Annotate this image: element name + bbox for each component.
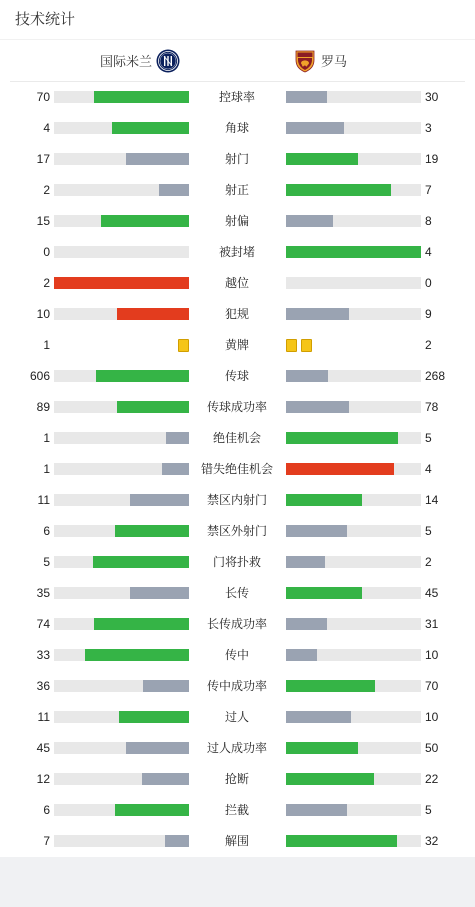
home-value: 1: [43, 338, 50, 352]
yellow-card-icon: [301, 339, 312, 352]
home-yellow-cards: [178, 339, 189, 352]
away-bar-track: [286, 525, 421, 537]
home-bar-track: [54, 215, 189, 227]
stat-row: [0, 299, 475, 330]
away-value: 5: [425, 524, 432, 538]
away-bar-fill: [286, 463, 394, 475]
stat-label: 越位: [224, 276, 249, 290]
stat-row: [0, 547, 475, 578]
away-bar-track: [286, 804, 421, 816]
section-title: 技术统计: [0, 0, 475, 40]
away-bar-fill: [286, 401, 349, 413]
away-bar-track: [286, 153, 421, 165]
away-value: 4: [425, 245, 432, 259]
stat-row: [0, 454, 475, 485]
stat-row: [0, 640, 475, 671]
home-bar-track: [54, 432, 189, 444]
stat-row: [0, 237, 475, 268]
stat-row: [0, 330, 475, 361]
away-bar-track: [286, 463, 421, 475]
home-bar-fill: [93, 556, 189, 568]
stat-label: 错失绝佳机会: [200, 462, 273, 476]
home-value: 5: [43, 555, 50, 569]
away-bar-track: [286, 773, 421, 785]
yellow-card-icon: [286, 339, 297, 352]
stat-label: 射偏: [224, 214, 249, 228]
away-bar-track: [286, 649, 421, 661]
away-value: 50: [425, 741, 439, 755]
stat-row: [0, 795, 475, 826]
away-value: 2: [425, 338, 432, 352]
away-value: 14: [425, 493, 439, 507]
stat-label: 被封堵: [218, 245, 255, 259]
stat-row: [0, 144, 475, 175]
home-value: 35: [36, 586, 50, 600]
away-value: 0: [425, 276, 432, 290]
home-bar-track: [54, 370, 189, 382]
stat-row: [0, 423, 475, 454]
away-bar-fill: [286, 122, 344, 134]
home-value: 15: [36, 214, 50, 228]
stat-label: 门将扑救: [212, 555, 261, 569]
stat-label: 拦截: [224, 803, 249, 817]
away-bar-fill: [286, 153, 358, 165]
away-value: 70: [425, 679, 439, 693]
stat-row: [0, 671, 475, 702]
stat-row: [0, 113, 475, 144]
home-value: 4: [43, 121, 50, 135]
away-bar-track: [286, 742, 421, 754]
away-value: 22: [425, 772, 439, 786]
stat-label: 黄牌: [224, 338, 249, 352]
stat-label: 传中成功率: [206, 679, 267, 693]
home-team-name: 国际米兰: [99, 54, 152, 69]
away-value: 3: [425, 121, 432, 135]
home-bar-fill: [101, 215, 189, 227]
away-bar-fill: [286, 556, 325, 568]
home-bar-fill: [159, 184, 189, 196]
home-value: 6: [43, 524, 50, 538]
home-value: 7: [43, 834, 50, 848]
home-value: 606: [29, 369, 50, 383]
away-value: 5: [425, 803, 432, 817]
away-bar-fill: [286, 804, 347, 816]
stat-label: 控球率: [218, 90, 255, 104]
away-bar-fill: [286, 618, 327, 630]
away-team[interactable]: [293, 40, 347, 81]
away-value: 9: [425, 307, 432, 321]
away-bar-track: [286, 835, 421, 847]
away-bar-track: [286, 122, 421, 134]
stat-row: [0, 764, 475, 795]
home-bar-track: [54, 494, 189, 506]
home-bar-track: [54, 463, 189, 475]
stat-label: 长传成功率: [206, 617, 267, 631]
stat-label: 禁区外射门: [206, 524, 267, 538]
home-bar-fill: [115, 525, 189, 537]
stat-label: 射正: [224, 183, 249, 197]
home-bar-fill: [165, 835, 189, 847]
stat-row: [0, 733, 475, 764]
stat-label: 传球成功率: [206, 400, 267, 414]
home-value: 33: [36, 648, 50, 662]
away-value: 5: [425, 431, 432, 445]
home-bar-track: [54, 525, 189, 537]
home-value: 1: [43, 462, 50, 476]
away-bar-fill: [286, 742, 358, 754]
stat-label: 抢断: [224, 772, 249, 786]
stats-list: [0, 82, 475, 857]
home-bar-fill: [126, 742, 189, 754]
home-bar-fill: [126, 153, 189, 165]
away-team-name: 罗马: [321, 54, 348, 69]
away-value: 10: [425, 648, 439, 662]
away-bar-fill: [286, 370, 328, 382]
home-bar-track: [54, 804, 189, 816]
away-bar-fill: [286, 680, 375, 692]
home-value: 1: [43, 431, 50, 445]
away-bar-track: [286, 587, 421, 599]
away-bar-track: [286, 91, 421, 103]
home-bar-fill: [54, 277, 189, 289]
home-team[interactable]: [100, 40, 180, 81]
home-bar-fill: [130, 494, 189, 506]
home-bar-track: [54, 773, 189, 785]
home-value: 10: [36, 307, 50, 321]
stat-row: [0, 826, 475, 857]
away-bar-fill: [286, 432, 398, 444]
roma-logo-icon: [293, 49, 317, 73]
home-bar-track: [54, 91, 189, 103]
stat-row: [0, 206, 475, 237]
home-bar-track: [54, 153, 189, 165]
home-bar-fill: [166, 432, 189, 444]
home-bar-track: [54, 587, 189, 599]
home-bar-track: [54, 401, 189, 413]
away-bar-track: [286, 184, 421, 196]
stat-label: 角球: [224, 121, 249, 135]
home-value: 36: [36, 679, 50, 693]
stat-label: 长传: [224, 586, 249, 600]
stat-label: 解围: [224, 834, 249, 848]
away-bar-fill: [286, 835, 397, 847]
home-value: 6: [43, 803, 50, 817]
away-value: 31: [425, 617, 439, 631]
stat-label: 禁区内射门: [206, 493, 267, 507]
stat-row: [0, 702, 475, 733]
home-bar-fill: [117, 308, 189, 320]
home-bar-fill: [96, 370, 189, 382]
home-value: 17: [36, 152, 50, 166]
home-bar-track: [54, 711, 189, 723]
home-value: 70: [36, 90, 50, 104]
home-value: 11: [37, 493, 50, 507]
away-bar-fill: [286, 649, 317, 661]
stat-label: 射门: [224, 152, 249, 166]
home-value: 12: [36, 772, 50, 786]
home-bar-fill: [117, 401, 189, 413]
away-bar-fill: [286, 91, 327, 103]
away-bar-track: [286, 215, 421, 227]
home-bar-track: [54, 277, 189, 289]
home-bar-track: [54, 835, 189, 847]
away-bar-track: [286, 680, 421, 692]
away-value: 268: [425, 369, 446, 383]
stat-label: 传中: [224, 648, 249, 662]
home-bar-track: [54, 680, 189, 692]
home-value: 74: [36, 617, 50, 631]
home-bar-track: [54, 184, 189, 196]
away-bar-track: [286, 618, 421, 630]
away-bar-fill: [286, 711, 351, 723]
stat-row: [0, 82, 475, 113]
home-bar-fill: [94, 618, 189, 630]
home-bar-fill: [130, 587, 189, 599]
away-value: 2: [425, 555, 432, 569]
home-bar-fill: [143, 680, 189, 692]
teams-header: [10, 40, 465, 82]
away-bar-track: [286, 432, 421, 444]
home-bar-fill: [162, 463, 189, 475]
stat-row: [0, 392, 475, 423]
home-bar-fill: [119, 711, 189, 723]
home-bar-fill: [112, 122, 189, 134]
away-value: 19: [425, 152, 439, 166]
home-value: 2: [43, 276, 50, 290]
home-bar-track: [54, 618, 189, 630]
home-value: 89: [36, 400, 50, 414]
away-bar-fill: [286, 308, 349, 320]
home-bar-track: [54, 308, 189, 320]
away-value: 30: [425, 90, 439, 104]
away-value: 78: [425, 400, 439, 414]
stat-row: [0, 268, 475, 299]
away-bar-fill: [286, 773, 374, 785]
away-bar-fill: [286, 494, 362, 506]
stat-row: [0, 175, 475, 206]
stat-row: [0, 578, 475, 609]
away-bar-fill: [286, 184, 391, 196]
away-value: 7: [425, 183, 432, 197]
away-value: 8: [425, 214, 432, 228]
home-value: 45: [36, 741, 50, 755]
away-bar-track: [286, 246, 421, 258]
home-value: 11: [37, 710, 50, 724]
away-bar-track: [286, 556, 421, 568]
away-bar-fill: [286, 246, 421, 258]
away-bar-fill: [286, 215, 333, 227]
stat-label: 传球: [224, 369, 249, 383]
away-bar-track: [286, 370, 421, 382]
yellow-card-icon: [178, 339, 189, 352]
stat-label: 过人: [224, 710, 249, 724]
away-value: 10: [425, 710, 439, 724]
stat-row: [0, 485, 475, 516]
away-value: 45: [425, 586, 439, 600]
away-value: 4: [425, 462, 432, 476]
away-value: 32: [425, 834, 439, 848]
home-bar-fill: [115, 804, 189, 816]
away-yellow-cards: [286, 339, 316, 352]
away-bar-track: [286, 277, 421, 289]
inter-logo-icon: [156, 49, 180, 73]
stat-label: 绝佳机会: [212, 431, 261, 445]
stat-row: [0, 609, 475, 640]
away-bar-track: [286, 711, 421, 723]
home-bar-track: [54, 246, 189, 258]
home-bar-track: [54, 742, 189, 754]
stat-row: [0, 361, 475, 392]
home-value: 2: [43, 183, 50, 197]
stat-row: [0, 516, 475, 547]
away-bar-track: [286, 401, 421, 413]
home-bar-fill: [142, 773, 189, 785]
stat-label: 过人成功率: [206, 741, 267, 755]
away-bar-fill: [286, 587, 362, 599]
away-bar-track: [286, 308, 421, 320]
home-value: 0: [43, 245, 50, 259]
home-bar-fill: [94, 91, 189, 103]
away-bar-track: [286, 494, 421, 506]
stat-label: 犯规: [224, 307, 249, 321]
away-bar-fill: [286, 525, 347, 537]
home-bar-track: [54, 122, 189, 134]
home-bar-track: [54, 556, 189, 568]
home-bar-fill: [85, 649, 189, 661]
home-bar-track: [54, 649, 189, 661]
